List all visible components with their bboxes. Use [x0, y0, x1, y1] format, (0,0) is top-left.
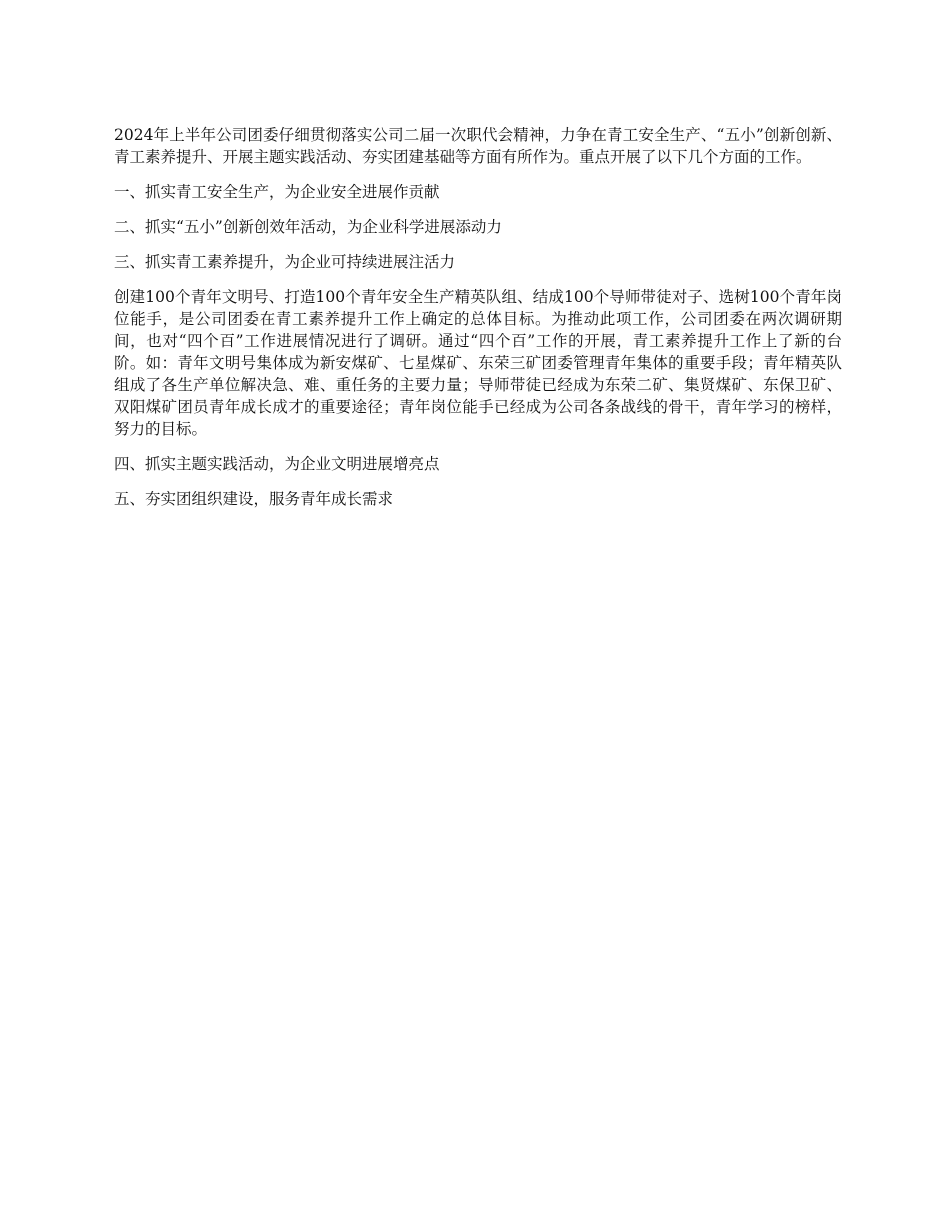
section-heading-3: 三、抓实青工素养提升，为企业可持续进展注活力	[114, 253, 456, 271]
intro-paragraph: 2024年上半年公司团委仔细贯彻落实公司二届一次职代会精神，力争在青工安全生产、“五小”创新创新、青工素养提升、开展主题实践活动、夯实团建基础等方面有所作为。重点开展了以下几个方面的工作。	[114, 126, 842, 166]
section-heading-5: 五、夯实团组织建设，服务青年成长需求	[114, 490, 394, 508]
section-heading-2: 二、抓实“五小”创新创效年活动，为企业科学进展添动力	[114, 218, 502, 236]
section-heading-4: 四、抓实主题实践活动，为企业文明进展增亮点	[114, 455, 440, 473]
section-heading-1: 一、抓实青工安全生产，为企业安全进展作贡献	[114, 183, 440, 201]
section-3-body-paragraph: 创建100个青年文明号、打造100个青年安全生产精英队组、结成100个导师带徒对子、选树100个青年岗位能手，是公司团委在青工素养提升工作上确定的总体目标。为推动此项工作，公司团委在两次调研期间，也对“四个百”工作进展情况进行了调研。通过“四个百”工作的开展，青工素养提升工作上了新的台阶。如：青年文明号集体成为新安煤矿、七星煤矿、东荣三矿团委管理青年集体的重要手段；青年精英队组成了各生产单位解决急、难、重任务的主要力量；导师带徒已经成为东荣二矿、集贤煤矿、东保卫矿、双阳煤矿团员青年成长成才的重要途径；青年岗位能手已经成为公司各条战线的骨干，青年学习的榜样，努力的目标。	[114, 288, 842, 438]
document-page	[114, 124, 842, 523]
